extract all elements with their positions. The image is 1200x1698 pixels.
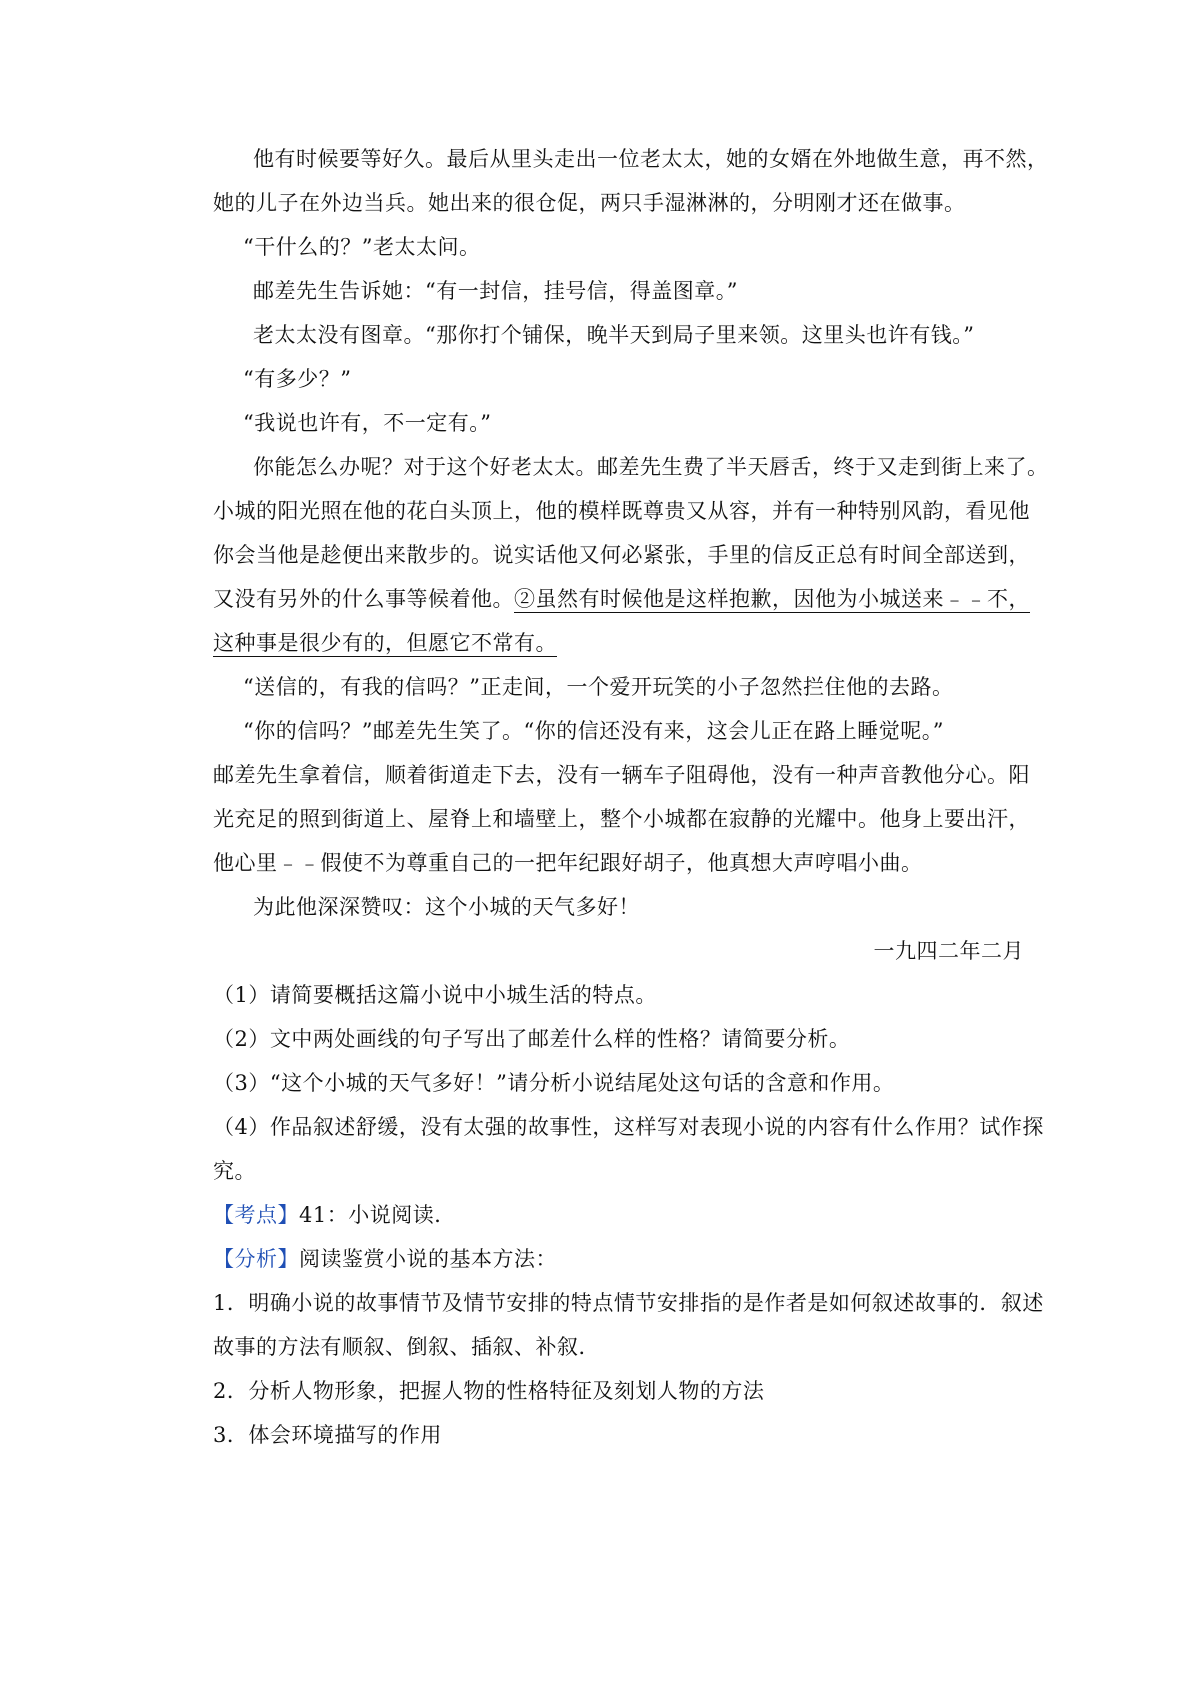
underlined-sentence: ②虽然有时候他是这样抱歉，因他为小城送来﹣﹣不，: [514, 587, 1030, 611]
text-line: 邮差先生拿着信，顺着街道走下去，没有一辆车子阻碍他，没有一种声音教他分心。阳: [213, 763, 1030, 787]
text-line: 你会当他是趁便出来散步的。说实话他又何必紧张，手里的信反正总有时间全部送到，: [213, 543, 1030, 567]
kaodian-text: 41：小说阅读．: [299, 1203, 456, 1227]
text-line: 为此他深深赞叹：这个小城的天气多好！: [253, 895, 640, 919]
text-segment: 又没有另外的什么事等候着他。: [213, 587, 514, 611]
question-1: （1）请简要概括这篇小说中小城生活的特点。: [213, 983, 657, 1007]
method-3: 3．体会环境描写的作用: [213, 1423, 442, 1447]
underlined-sentence: 这种事是很少有的，但愿它不常有。: [213, 631, 557, 655]
text-line: “你的信吗？”邮差先生笑了。“你的信还没有来，这会儿正在路上睡觉呢。”: [243, 719, 944, 743]
method-1: 1．明确小说的故事情节及情节安排的特点情节安排指的是作者是如何叙述故事的．叙述: [213, 1291, 1044, 1315]
text-line: 她的儿子在外边当兵。她出来的很仓促，两只手湿淋淋的，分明刚才还在做事。: [213, 191, 966, 215]
question-3: （3）“这个小城的天气多好！”请分析小说结尾处这句话的含意和作用。: [213, 1071, 895, 1095]
date-line: 一九四二年二月: [873, 939, 1024, 963]
fenxi-tag: 【分析】: [213, 1247, 299, 1271]
text-line: [213, 584, 1030, 614]
question-4-continued: 究。: [213, 1159, 256, 1183]
text-line: “干什么的？”老太太问。: [243, 235, 481, 259]
kaodian-tag: 【考点】: [213, 1203, 299, 1227]
text-line: 他心里﹣﹣假使不为尊重自己的一把年纪跟好胡子，他真想大声哼唱小曲。: [213, 851, 923, 875]
text-line: 老太太没有图章。“那你打个铺保，晚半天到局子里来领。这里头也许有钱。”: [253, 323, 975, 347]
text-line: “我说也许有，不一定有。”: [243, 411, 492, 435]
question-4: （4）作品叙述舒缓，没有太强的故事性，这样写对表现小说的内容有什么作用？试作探: [213, 1115, 1044, 1139]
text-line: “送信的，有我的信吗？”正走间，一个爱开玩笑的小子忽然拦住他的去路。: [243, 675, 954, 699]
method-1-continued: 故事的方法有顺叙、倒叙、插叙、补叙．: [213, 1335, 600, 1359]
text-line: “有多少？”: [243, 367, 352, 391]
question-2: （2）文中两处画线的句子写出了邮差什么样的性格？请简要分析。: [213, 1027, 851, 1051]
text-line: 小城的阳光照在他的花白头顶上，他的模样既尊贵又从容，并有一种特别风韵，看见他: [213, 499, 1030, 523]
text-line: 邮差先生告诉她：“有一封信，挂号信，得盖图章。”: [253, 279, 738, 303]
text-line: 光充足的照到街道上、屋脊上和墙壁上，整个小城都在寂静的光耀中。他身上要出汗，: [213, 807, 1030, 831]
kaodian-line: [213, 1200, 456, 1230]
method-2: 2．分析人物形象，把握人物的性格特征及刻划人物的方法: [213, 1379, 765, 1403]
text-line: 他有时候要等好久。最后从里头走出一位老太太，她的女婿在外地做生意，再不然，: [253, 147, 1049, 171]
fenxi-line: [213, 1244, 557, 1274]
text-line: 你能怎么办呢？对于这个好老太太。邮差先生费了半天唇舌，终于又走到街上来了。: [253, 455, 1049, 479]
fenxi-text: 阅读鉴赏小说的基本方法：: [299, 1247, 557, 1271]
